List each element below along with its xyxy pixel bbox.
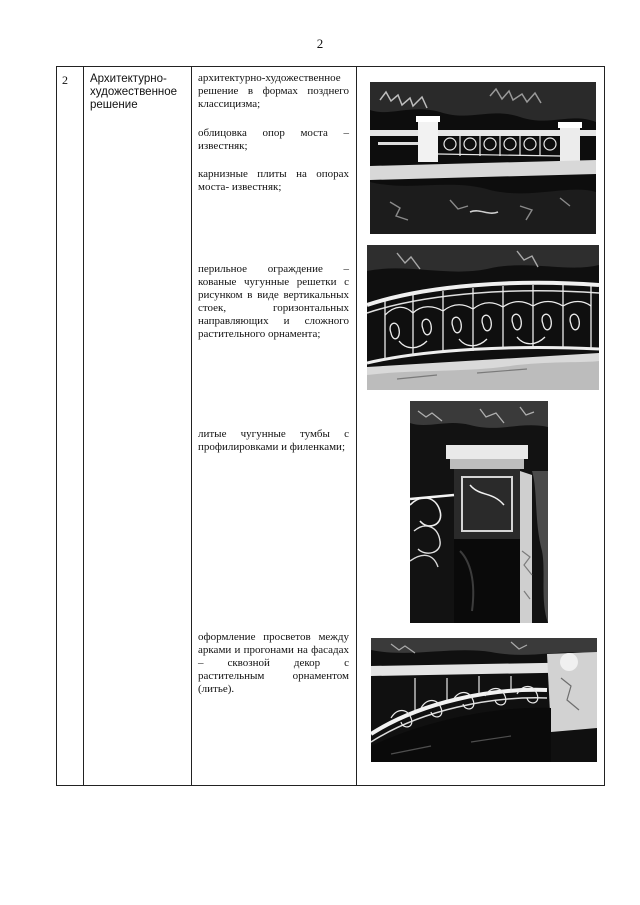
description-cornice-slabs: карнизные плиты на опорах моста- известняк; — [198, 168, 349, 193]
description-style: архитектурно-художественное решение в формах позднего классицизма; — [198, 72, 349, 110]
description-railing: перильное ограждение – кованые чугунные решетки с рисунком в виде вертикальных стоек, горизонтальных направляющих и сложного растительного орнамента; — [198, 263, 349, 340]
curved-cast-iron-railing-photo — [367, 245, 599, 390]
description-pier-cladding: облицовка опор моста – известняк; — [198, 127, 349, 152]
cast-iron-pedestal-photo — [410, 401, 548, 623]
photo-column — [357, 67, 605, 786]
page-number: 2 — [316, 36, 324, 51]
description-pedestals: литые чугунные тумбы с профилировками и филенками; — [198, 428, 349, 453]
object-features-table — [56, 66, 605, 786]
row-number: 2 — [57, 67, 84, 786]
feature-title: Архитектурно-художественное решение — [84, 67, 192, 786]
table-row — [57, 67, 605, 786]
description-facade-decor: оформление просветов между арками и прогонами на фасадах – сквозной декор с растительным орнаментом (литье). — [198, 631, 349, 695]
bridge-facade-decor-photo — [371, 638, 597, 762]
bridge-railing-with-pillars-photo — [370, 82, 596, 234]
feature-descriptions — [192, 67, 357, 786]
